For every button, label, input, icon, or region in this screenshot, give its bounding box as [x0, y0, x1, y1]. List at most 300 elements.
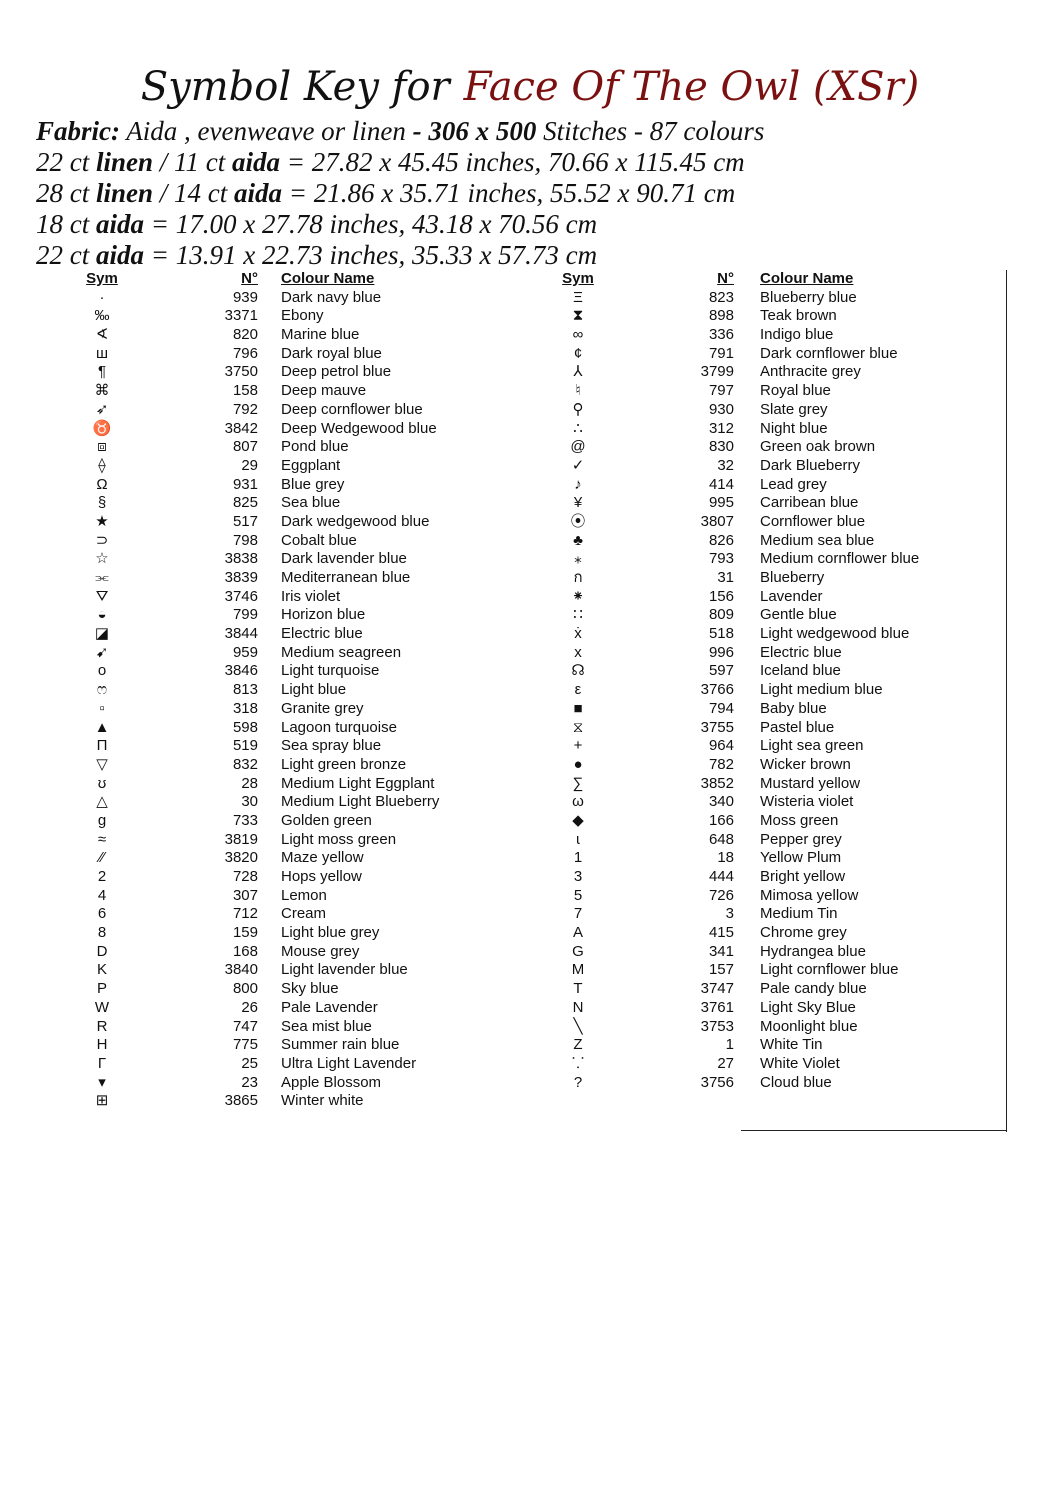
fabric-line — [36, 116, 1036, 147]
table-row — [546, 382, 976, 401]
size-fabric: aida — [96, 240, 145, 270]
colour-name: Mustard yellow — [760, 774, 861, 792]
thread-number: 996 — [708, 643, 734, 661]
size-fabric: linen — [96, 147, 154, 177]
thread-number: 3839 — [224, 569, 258, 586]
symbol-glyph: ⟠ — [98, 456, 106, 474]
table-row — [546, 644, 976, 663]
table-row — [546, 831, 976, 850]
table-row — [546, 307, 976, 326]
thread-number: 3865 — [224, 1092, 258, 1110]
colour-name: Electric blue — [281, 625, 363, 643]
colour-name: Deep petrol blue — [281, 363, 392, 381]
symbol-glyph: Γ — [97, 1054, 107, 1072]
colour-name: Anthracite grey — [760, 363, 861, 381]
thread-number: 30 — [241, 793, 258, 811]
colour-name: Pale Lavender — [281, 998, 378, 1016]
symbol-glyph: ε — [574, 681, 582, 699]
colour-name: Light lavender blue — [281, 961, 408, 979]
thread-number: 3755 — [700, 718, 734, 736]
symbol-glyph: ⁕ — [571, 587, 585, 605]
table-row — [546, 868, 976, 887]
table-row — [70, 681, 490, 700]
colour-name: Apple Blossom — [281, 1073, 382, 1091]
colour-name: Pepper grey — [760, 830, 842, 848]
header-num: N° — [717, 270, 734, 287]
thread-number: 995 — [708, 494, 734, 512]
table-row — [546, 887, 976, 906]
thread-number: 3799 — [700, 363, 734, 381]
colour-name: Horizon blue — [281, 606, 366, 624]
thread-number: 3746 — [224, 587, 258, 605]
thread-number: 307 — [232, 886, 258, 904]
symbol-glyph: ▽ — [96, 755, 108, 773]
colour-name: Dark cornflower blue — [760, 344, 898, 362]
thread-number: 157 — [708, 961, 734, 979]
table-row — [546, 606, 976, 625]
thread-number: 826 — [708, 531, 734, 549]
table-row — [70, 494, 490, 513]
symbol-glyph: ▲ — [94, 718, 110, 736]
colour-name: Medium Light Blueberry — [281, 793, 440, 811]
symbol-glyph: ♪ — [574, 475, 582, 493]
symbol-glyph: ∑ — [572, 774, 584, 792]
symbol-glyph: + — [573, 737, 583, 755]
symbol-glyph: ⧖ — [572, 718, 584, 736]
table-row — [546, 550, 976, 569]
colour-name: Sea mist blue — [281, 1017, 372, 1035]
table-row — [546, 289, 976, 308]
table-row — [70, 457, 490, 476]
colour-name: Cream — [281, 905, 327, 923]
thread-number: 726 — [708, 886, 734, 904]
colour-name: Light blue — [281, 681, 347, 699]
symbol-glyph: ♉ — [92, 419, 112, 437]
thread-number: 519 — [232, 737, 258, 755]
colour-name: Blueberry blue — [760, 288, 857, 306]
colour-name: Dark Blueberry — [760, 456, 861, 474]
symbol-glyph: Ω — [96, 475, 108, 493]
colour-name: Dark lavender blue — [281, 550, 407, 568]
table-row — [546, 793, 976, 812]
colour-name: Cornflower blue — [760, 512, 866, 530]
table-row — [546, 849, 976, 868]
symbol-glyph: ☊ — [571, 662, 585, 680]
table-row — [70, 532, 490, 551]
thread-number: 3371 — [224, 307, 258, 325]
symbol-table-right — [546, 270, 976, 1092]
colour-name: Hops yellow — [281, 868, 362, 885]
symbol-glyph: H — [96, 1036, 108, 1054]
table-row — [70, 363, 490, 382]
table-row — [70, 999, 490, 1018]
thread-number: 931 — [232, 475, 258, 493]
thread-number: 820 — [232, 326, 258, 344]
table-row — [546, 588, 976, 607]
thread-number: 939 — [232, 288, 258, 306]
symbol-glyph: ⚲ — [572, 400, 584, 418]
symbol-glyph: ⁄⁄ — [99, 849, 105, 867]
table-row — [546, 1036, 976, 1055]
thread-number: 3761 — [700, 998, 734, 1016]
colour-name: Wisteria violet — [760, 793, 854, 811]
thread-number: 3838 — [224, 550, 258, 568]
colour-name: Ebony — [281, 307, 324, 325]
symbol-glyph: ก — [573, 569, 583, 586]
symbol-glyph: ⊞ — [95, 1092, 109, 1110]
symbol-glyph: W — [94, 998, 110, 1016]
thread-number: 964 — [708, 737, 734, 755]
table-header — [70, 270, 490, 289]
symbol-glyph: K — [96, 961, 107, 979]
size-line — [36, 240, 1036, 271]
symbol-glyph: ɩ — [576, 830, 580, 848]
colour-name: Indigo blue — [760, 326, 834, 344]
thread-number: 823 — [708, 288, 734, 306]
symbol-glyph: ▫ — [99, 699, 105, 717]
thread-number: 800 — [232, 980, 258, 998]
thread-number: 793 — [708, 550, 734, 568]
thread-number: 312 — [708, 419, 734, 437]
symbol-glyph: ⅄ — [573, 363, 583, 381]
colour-name: Teak brown — [760, 307, 837, 325]
thread-number: 26 — [241, 998, 258, 1016]
symbol-glyph: ◆ — [572, 811, 584, 829]
size-count: 18 ct — [36, 209, 96, 239]
table-row — [546, 625, 976, 644]
fabric-types: Aida , evenweave or linen — [126, 116, 406, 146]
table-row — [70, 550, 490, 569]
symbol-glyph: ∢ — [95, 326, 109, 344]
colour-name: Dark wedgewood blue — [281, 512, 430, 530]
thread-number: 3 — [725, 905, 734, 923]
table-row — [546, 1074, 976, 1093]
thread-number: 3844 — [224, 625, 258, 643]
table-row — [70, 382, 490, 401]
table-row — [70, 606, 490, 625]
thread-number: 597 — [708, 662, 734, 680]
colour-name: Maze yellow — [281, 849, 364, 867]
colour-name: Green oak brown — [760, 438, 876, 456]
size-fabric: aida — [96, 209, 145, 239]
thread-number: 825 — [232, 494, 258, 512]
table-row — [70, 775, 490, 794]
symbol-glyph: N — [572, 998, 584, 1016]
symbol-glyph: ⛛ — [95, 587, 109, 605]
symbol-glyph: ⦿ — [570, 512, 586, 530]
thread-number: 799 — [232, 606, 258, 624]
colour-name: Lagoon turquoise — [281, 718, 397, 736]
page-title — [0, 58, 1060, 116]
thread-number: 832 — [232, 755, 258, 773]
thread-number: 340 — [708, 793, 734, 811]
size-line — [36, 147, 1036, 178]
colour-name: Medium cornflower blue — [760, 550, 920, 568]
thread-number: 3846 — [224, 662, 258, 680]
colour-name: Royal blue — [760, 382, 831, 400]
thread-number: 159 — [232, 924, 258, 942]
symbol-glyph: ⌘ — [94, 382, 110, 400]
table-row — [546, 513, 976, 532]
thread-number: 598 — [232, 718, 258, 736]
colour-name: Pale candy blue — [760, 980, 867, 998]
table-row — [546, 999, 976, 1018]
thread-number: 648 — [708, 830, 734, 848]
symbol-glyph: ш — [95, 344, 109, 362]
table-row — [70, 401, 490, 420]
symbol-glyph: x — [574, 643, 582, 661]
colour-name: Mouse grey — [281, 942, 360, 960]
thread-number: 807 — [232, 438, 258, 456]
colour-name: Slate grey — [760, 400, 828, 418]
colour-name: Light Sky Blue — [760, 998, 856, 1016]
symbol-glyph: ⸪ — [571, 1054, 585, 1072]
size-fabric-2: aida — [232, 147, 281, 177]
thread-number: 1 — [725, 1036, 734, 1054]
thread-number: 3753 — [700, 1017, 734, 1035]
table-row — [546, 980, 976, 999]
table-row — [546, 905, 976, 924]
table-row — [70, 588, 490, 607]
thread-number: 798 — [232, 531, 258, 549]
symbol-glyph: ⁎ — [574, 550, 582, 568]
thread-number: 775 — [232, 1036, 258, 1054]
thread-number: 930 — [708, 400, 734, 418]
fabric-info — [36, 116, 1036, 271]
colour-name: Sky blue — [281, 980, 339, 998]
table-row — [70, 924, 490, 943]
size-dims: = 13.91 x 22.73 inches, 35.33 x 57.73 cm — [144, 240, 598, 270]
thread-number: 3842 — [224, 419, 258, 437]
thread-number: 28 — [241, 774, 258, 792]
symbol-glyph: 1 — [573, 849, 583, 867]
colour-name: Pond blue — [281, 438, 349, 456]
symbol-glyph: ■ — [573, 699, 583, 717]
symbol-glyph: Π — [96, 737, 108, 755]
symbol-glyph: § — [97, 494, 107, 512]
thread-number: 25 — [241, 1054, 258, 1072]
table-row — [70, 307, 490, 326]
size-lines — [36, 147, 1036, 271]
thread-number: 3766 — [700, 681, 734, 699]
table-row — [546, 420, 976, 439]
colour-name: Light turquoise — [281, 662, 380, 680]
colour-name: Sea spray blue — [281, 737, 382, 755]
table-row — [70, 1018, 490, 1037]
colour-name: Bright yellow — [760, 868, 846, 885]
colour-name: Chrome grey — [760, 924, 847, 942]
symbol-glyph: Z — [573, 1036, 583, 1054]
symbol-glyph: G — [572, 942, 584, 960]
table-row — [70, 513, 490, 532]
table-row — [70, 868, 490, 887]
title-prefix: Symbol Key for — [140, 64, 450, 110]
colour-name: Hydrangea blue — [760, 942, 866, 960]
table-row — [70, 905, 490, 924]
colour-name: Dark royal blue — [281, 344, 382, 362]
size-fabric: linen — [96, 178, 154, 208]
header-sym: Sym — [86, 270, 118, 287]
symbol-glyph: ♣ — [573, 531, 583, 549]
symbol-glyph: 8 — [97, 924, 107, 942]
colour-name: Carribean blue — [760, 494, 859, 512]
header-name: Colour Name — [281, 270, 375, 287]
colour-name: Medium Light Eggplant — [281, 774, 435, 792]
table-row — [70, 1074, 490, 1093]
table-row — [546, 457, 976, 476]
colour-name: Night blue — [760, 419, 828, 437]
colour-name: Golden green — [281, 811, 372, 829]
thread-number: 728 — [232, 868, 258, 885]
symbol-glyph: ∷ — [573, 606, 583, 624]
symbol-glyph: · — [99, 288, 105, 306]
thread-number: 3756 — [700, 1073, 734, 1091]
thread-number: 517 — [232, 512, 258, 530]
table-row — [70, 943, 490, 962]
symbol-glyph: ? — [573, 1073, 583, 1091]
symbol-glyph: ¢ — [573, 344, 583, 362]
symbol-glyph: ♮ — [575, 382, 581, 400]
colour-name: Mediterranean blue — [281, 569, 411, 586]
symbol-glyph: ∴ — [573, 419, 583, 437]
symbol-glyph: ‰ — [94, 307, 110, 325]
thread-number: 3840 — [224, 961, 258, 979]
symbol-glyph: ¥ — [573, 494, 583, 512]
size-count: 28 ct — [36, 178, 96, 208]
symbol-glyph: ෆ — [96, 681, 108, 699]
colour-name: Medium sea blue — [760, 531, 875, 549]
colour-name: Light wedgewood blue — [760, 625, 910, 643]
symbol-table-left — [70, 270, 490, 1111]
colour-name: Light sea green — [760, 737, 864, 755]
thread-number: 782 — [708, 755, 734, 773]
colour-name: Medium Tin — [760, 905, 838, 923]
thread-number: 31 — [717, 569, 734, 586]
symbol-glyph: 6 — [97, 905, 107, 923]
symbol-glyph: ¶ — [97, 363, 107, 381]
thread-number: 959 — [232, 643, 258, 661]
symbol-glyph: ➶ — [95, 400, 109, 418]
thread-number: 341 — [708, 942, 734, 960]
size-line — [36, 209, 1036, 240]
colour-name: Lavender — [760, 587, 823, 605]
table-row — [546, 494, 976, 513]
table-row — [546, 700, 976, 719]
colour-name: Sea blue — [281, 494, 341, 512]
table-row — [546, 401, 976, 420]
symbol-glyph: ✓ — [571, 456, 585, 474]
thread-number: 29 — [241, 456, 258, 474]
table-row — [546, 924, 976, 943]
colour-name: Light cornflower blue — [760, 961, 899, 979]
colour-name: Gentle blue — [760, 606, 837, 624]
colour-name: Granite grey — [281, 699, 364, 717]
thread-number: 813 — [232, 681, 258, 699]
rows-right — [546, 289, 976, 1093]
thread-number: 3807 — [700, 512, 734, 530]
thread-number: 796 — [232, 344, 258, 362]
thread-number: 794 — [708, 699, 734, 717]
size-count: 22 ct — [36, 240, 96, 270]
symbol-glyph: ⧗ — [572, 307, 584, 325]
table-row — [70, 793, 490, 812]
thread-number: 3852 — [700, 774, 734, 792]
thread-number: 156 — [708, 587, 734, 605]
symbol-glyph: ➹ — [95, 643, 109, 661]
symbol-glyph: ▾ — [98, 1073, 106, 1091]
header-sym: Sym — [562, 270, 594, 287]
table-row — [70, 980, 490, 999]
symbol-glyph: △ — [96, 793, 108, 811]
symbol-glyph: P — [96, 980, 107, 998]
colour-name: Pastel blue — [760, 718, 835, 736]
symbol-glyph: 5 — [573, 886, 583, 904]
size-count: 22 ct — [36, 147, 96, 177]
symbol-glyph: 4 — [97, 886, 107, 904]
table-row — [546, 345, 976, 364]
symbol-glyph: ≈ — [97, 830, 107, 848]
colour-name: Lemon — [281, 886, 327, 904]
table-row — [546, 532, 976, 551]
table-row — [546, 756, 976, 775]
table-row — [546, 363, 976, 382]
thread-number: 792 — [232, 400, 258, 418]
symbol-glyph: ∞ — [572, 326, 584, 344]
size-mid: / 11 ct — [153, 147, 233, 177]
rows-left — [70, 289, 490, 1111]
thread-number: 3819 — [224, 830, 258, 848]
symbol-glyph: o — [97, 662, 107, 680]
thread-number: 898 — [708, 307, 734, 325]
fabric-sep: - — [405, 116, 429, 146]
table-row — [70, 887, 490, 906]
colour-name: Blue grey — [281, 475, 345, 493]
colour-name: Eggplant — [281, 456, 341, 474]
colour-name: Ultra Light Lavender — [281, 1054, 417, 1072]
table-row — [546, 662, 976, 681]
symbol-glyph: D — [96, 942, 108, 960]
colour-name: Moonlight blue — [760, 1017, 858, 1035]
table-row — [546, 943, 976, 962]
symbol-glyph: ẋ — [574, 625, 582, 643]
thread-number: 809 — [708, 606, 734, 624]
symbol-glyph: A — [572, 924, 583, 942]
colour-name: Medium seagreen — [281, 643, 402, 661]
symbol-glyph: ☆ — [95, 550, 109, 568]
table-row — [546, 438, 976, 457]
size-dims: = 21.86 x 35.71 inches, 55.52 x 90.71 cm — [282, 178, 736, 208]
table-row — [70, 1036, 490, 1055]
table-row — [70, 719, 490, 738]
thread-number: 414 — [708, 475, 734, 493]
symbol-glyph: ω — [572, 793, 584, 811]
size-dims: = 17.00 x 27.78 inches, 43.18 x 70.56 cm — [144, 209, 598, 239]
symbol-glyph: 7 — [573, 905, 583, 923]
thread-number: 747 — [232, 1017, 258, 1035]
colour-name: Summer rain blue — [281, 1036, 400, 1054]
symbol-glyph: T — [573, 980, 583, 998]
table-row — [70, 476, 490, 495]
thread-number: 444 — [708, 868, 734, 885]
table-row — [546, 812, 976, 831]
symbol-glyph: 2 — [97, 868, 107, 885]
thread-number: 797 — [708, 382, 734, 400]
colour-name: Iris violet — [281, 587, 341, 605]
symbol-glyph: ● — [573, 755, 583, 773]
header-num: N° — [241, 270, 258, 287]
symbol-glyph: ╲ — [573, 1017, 583, 1035]
colour-name: Light medium blue — [760, 681, 883, 699]
